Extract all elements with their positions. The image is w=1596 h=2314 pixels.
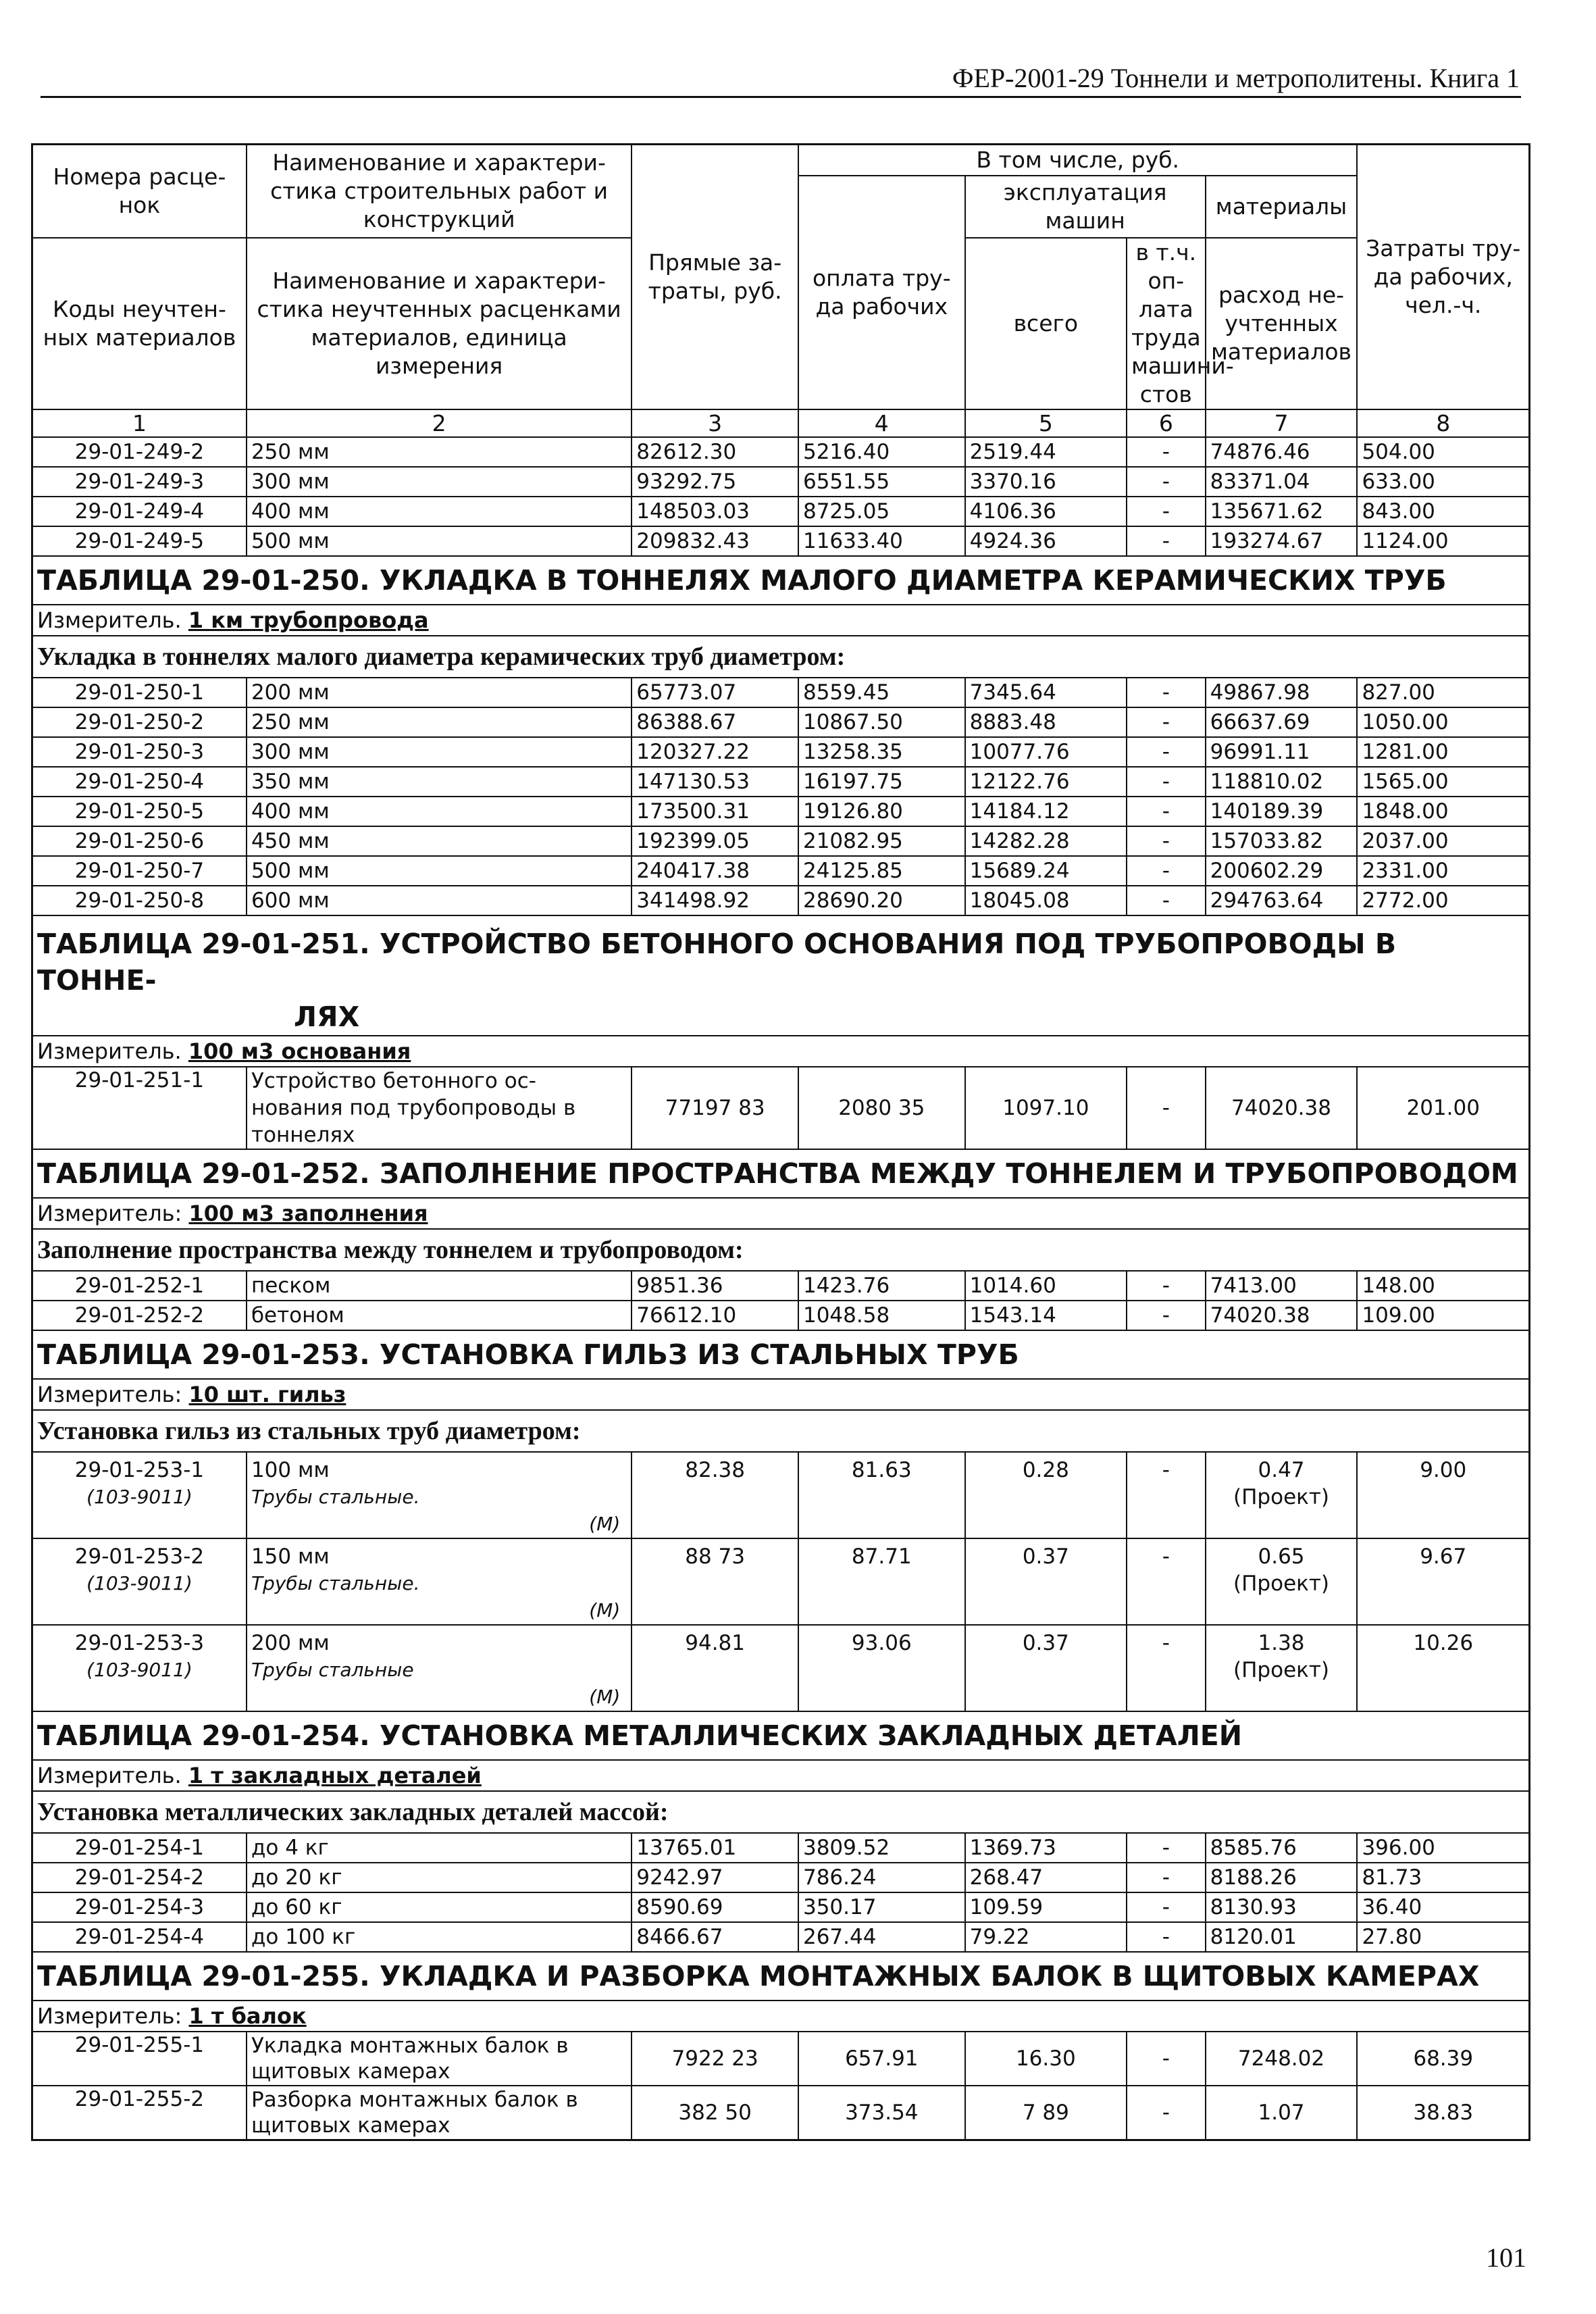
machinist-wages: - (1127, 737, 1206, 767)
direct-costs: 192399.05 (632, 826, 798, 856)
rate-code: 29-01-249-4 (32, 497, 247, 526)
rate-code-cell (32, 1538, 247, 1625)
material-costs: 49867.98 (1206, 678, 1358, 707)
table-row (32, 1271, 1530, 1301)
table-row (32, 1863, 1530, 1892)
table-title: ТАБЛИЦА 29-01-253. УСТАНОВКА ГИЛЬЗ ИЗ СТАЛЬНЫХ ТРУБ (32, 1330, 1530, 1379)
labor-costs: 2037.00 (1357, 826, 1529, 856)
direct-costs: 209832.43 (632, 526, 798, 556)
table-row (32, 826, 1530, 856)
col-header-work-name: Наименование и характери-стика строительных работ и конструкций (247, 145, 632, 238)
machines-total: 8883.48 (965, 707, 1127, 737)
col-number: 5 (965, 409, 1127, 437)
direct-costs: 82612.30 (632, 437, 798, 467)
rate-code: 29-01-250-8 (32, 886, 247, 915)
col-header-material-codes: Коды неучтен-ных материалов (32, 238, 247, 409)
machines-total: 14184.12 (965, 797, 1127, 826)
labor-costs: 633.00 (1357, 467, 1529, 497)
machinist-wages: - (1127, 1922, 1206, 1952)
direct-costs: 382 50 (632, 2086, 798, 2140)
material-consumption: 0.65 (1258, 1544, 1305, 1569)
machinist-wages: - (1127, 826, 1206, 856)
material-costs: 7248.02 (1206, 2032, 1358, 2086)
rate-code: 29-01-255-1 (32, 2032, 247, 2086)
material-unit: (М) (589, 1686, 621, 1708)
col-header-rate-numbers: Номера расце-нок (32, 145, 247, 238)
header-rule (41, 96, 1521, 98)
work-name-cell (247, 1452, 632, 1538)
direct-costs: 77197 83 (632, 1067, 798, 1149)
labor-costs: 81.73 (1357, 1863, 1529, 1892)
table-row (32, 678, 1530, 707)
section-subheading: Установка гильз из стальных труб диаметром: (32, 1410, 1530, 1452)
machines-total: 3370.16 (965, 467, 1127, 497)
material-consumption-note: (Проект) (1233, 1571, 1330, 1596)
machinist-wages: - (1127, 1538, 1206, 1625)
machinist-wages: - (1127, 797, 1206, 826)
machines-total: 18045.08 (965, 886, 1127, 915)
labor-costs: 504.00 (1357, 437, 1529, 467)
worker-wages: 1423.76 (798, 1271, 965, 1301)
rate-code-cell (32, 1452, 247, 1538)
work-name: Укладка монтажных балок в щитовых камерах (247, 2032, 632, 2086)
material-costs: 8120.01 (1206, 1922, 1358, 1952)
material-costs: 74876.46 (1206, 437, 1358, 467)
labor-costs: 843.00 (1357, 497, 1529, 526)
worker-wages: 8559.45 (798, 678, 965, 707)
worker-wages: 87.71 (798, 1538, 965, 1625)
table-unit: Измеритель: 100 м3 заполнения (32, 1198, 1530, 1229)
direct-costs: 148503.03 (632, 497, 798, 526)
rate-code: 29-01-254-1 (32, 1833, 247, 1863)
rate-code: 29-01-252-2 (32, 1301, 247, 1330)
machines-total: 79.22 (965, 1922, 1127, 1952)
material-costs: 1.07 (1206, 2086, 1358, 2140)
labor-costs: 109.00 (1357, 1301, 1529, 1330)
machines-total: 268.47 (965, 1863, 1127, 1892)
work-name: 200 мм (251, 1631, 330, 1655)
material-costs: 200602.29 (1206, 856, 1358, 886)
material-costs: 66637.69 (1206, 707, 1358, 737)
col-header-including: В том числе, руб. (798, 145, 1357, 176)
worker-wages: 267.44 (798, 1922, 965, 1952)
material-costs: 135671.62 (1206, 497, 1358, 526)
labor-costs: 38.83 (1357, 2086, 1529, 2140)
machinist-wages: - (1127, 1452, 1206, 1538)
labor-costs: 1848.00 (1357, 797, 1529, 826)
table-row (32, 797, 1530, 826)
col-header-machinist-wages: в т.ч. оп-лата труда машини-стов (1127, 238, 1206, 409)
labor-costs: 2772.00 (1357, 886, 1529, 915)
material-consumption: 1.38 (1258, 1631, 1305, 1655)
material-unit: (М) (589, 1599, 621, 1621)
work-name: 300 мм (247, 737, 632, 767)
direct-costs: 240417.38 (632, 856, 798, 886)
labor-costs: 396.00 (1357, 1833, 1529, 1863)
material-costs: 83371.04 (1206, 467, 1358, 497)
work-name: 200 мм (247, 678, 632, 707)
work-name: 400 мм (247, 797, 632, 826)
machines-total: 1014.60 (965, 1271, 1127, 1301)
machinist-wages: - (1127, 1271, 1206, 1301)
direct-costs: 341498.92 (632, 886, 798, 915)
table-row (32, 437, 1530, 467)
table-title: ТАБЛИЦА 29-01-255. УКЛАДКА И РАЗБОРКА МОНТАЖНЫХ БАЛОК В ЩИТОВЫХ КАМЕРАХ (32, 1952, 1530, 2001)
work-name: песком (247, 1271, 632, 1301)
direct-costs: 173500.31 (632, 797, 798, 826)
work-name: 100 мм (251, 1458, 330, 1482)
work-name: до 20 кг (247, 1863, 632, 1892)
worker-wages: 350.17 (798, 1892, 965, 1922)
direct-costs: 13765.01 (632, 1833, 798, 1863)
table-title: ТАБЛИЦА 29-01-252. ЗАПОЛНЕНИЕ ПРОСТРАНСТВА МЕЖДУ ТОННЕЛЕМ И ТРУБОПРОВОДОМ (32, 1149, 1530, 1198)
machines-total: 10077.76 (965, 737, 1127, 767)
direct-costs: 9242.97 (632, 1863, 798, 1892)
worker-wages: 373.54 (798, 2086, 965, 2140)
work-name: до 100 кг (247, 1922, 632, 1952)
work-name: 350 мм (247, 767, 632, 797)
worker-wages: 6551.55 (798, 467, 965, 497)
col-number: 3 (632, 409, 798, 437)
material-consumption-note: (Проект) (1233, 1485, 1330, 1509)
col-number: 8 (1357, 409, 1529, 437)
work-name: 250 мм (247, 437, 632, 467)
col-header-machines: эксплуатация машин (965, 176, 1206, 238)
table-row (32, 1452, 1530, 1538)
work-name: 450 мм (247, 826, 632, 856)
machinist-wages: - (1127, 678, 1206, 707)
table-unit: Измеритель. 100 м3 основания (32, 1036, 1530, 1067)
machines-total: 14282.28 (965, 826, 1127, 856)
work-name: 150 мм (251, 1544, 330, 1569)
labor-costs: 2331.00 (1357, 856, 1529, 886)
machines-total: 2519.44 (965, 437, 1127, 467)
worker-wages: 16197.75 (798, 767, 965, 797)
worker-wages: 786.24 (798, 1863, 965, 1892)
table-row (32, 526, 1530, 556)
table-row (32, 767, 1530, 797)
table-row (32, 856, 1530, 886)
labor-costs: 9.67 (1357, 1538, 1529, 1625)
table-row (32, 1922, 1530, 1952)
table-row (32, 497, 1530, 526)
machinist-wages: - (1127, 886, 1206, 915)
rate-code: 29-01-249-5 (32, 526, 247, 556)
table-title: ТАБЛИЦА 29-01-250. УКЛАДКА В ТОННЕЛЯХ МАЛОГО ДИАМЕТРА КЕРАМИЧЕСКИХ ТРУБ (32, 556, 1530, 605)
worker-wages: 657.91 (798, 2032, 965, 2086)
labor-costs: 10.26 (1357, 1625, 1529, 1711)
col-number: 1 (32, 409, 247, 437)
col-header-material-names: Наименование и характери-стика неучтенных расценками материалов, единица измерения (247, 238, 632, 409)
rate-code: 29-01-251-1 (32, 1067, 247, 1149)
material-costs: 8585.76 (1206, 1833, 1358, 1863)
direct-costs: 9851.36 (632, 1271, 798, 1301)
labor-costs: 201.00 (1357, 1067, 1529, 1149)
rate-code: 29-01-254-3 (32, 1892, 247, 1922)
material-name: Трубы стальные (251, 1659, 414, 1681)
table-row (32, 1892, 1530, 1922)
work-name: 500 мм (247, 526, 632, 556)
table-title: ТАБЛИЦА 29-01-251. УСТРОЙСТВО БЕТОННОГО ОСНОВАНИЯ ПОД ТРУБОПРОВОДЫ В ТОННЕ- ЛЯХ (32, 915, 1530, 1036)
machinist-wages: - (1127, 1833, 1206, 1863)
labor-costs: 148.00 (1357, 1271, 1529, 1301)
col-header-direct-costs: Прямые за-траты, руб. (632, 145, 798, 410)
machinist-wages: - (1127, 497, 1206, 526)
table-unit: Измеритель. 1 т закладных деталей (32, 1760, 1530, 1791)
material-unit: (М) (589, 1513, 621, 1535)
machinist-wages: - (1127, 467, 1206, 497)
rate-code: 29-01-249-2 (32, 437, 247, 467)
labor-costs: 9.00 (1357, 1452, 1529, 1538)
labor-costs: 1050.00 (1357, 707, 1529, 737)
labor-costs: 1565.00 (1357, 767, 1529, 797)
machinist-wages: - (1127, 1892, 1206, 1922)
work-name: до 60 кг (247, 1892, 632, 1922)
table-row (32, 1538, 1530, 1625)
rate-code: 29-01-253-2 (74, 1544, 205, 1569)
machines-total: 1097.10 (965, 1067, 1127, 1149)
labor-costs: 1124.00 (1357, 526, 1529, 556)
direct-costs: 8590.69 (632, 1892, 798, 1922)
material-costs: 8188.26 (1206, 1863, 1358, 1892)
section-subheading: Укладка в тоннелях малого диаметра керамических труб диаметром: (32, 636, 1530, 678)
col-number: 2 (247, 409, 632, 437)
table-row (32, 1833, 1530, 1863)
machines-total: 109.59 (965, 1892, 1127, 1922)
machinist-wages: - (1127, 1863, 1206, 1892)
material-costs: 118810.02 (1206, 767, 1358, 797)
page-number: 101 (1486, 2242, 1526, 2273)
work-name: до 4 кг (247, 1833, 632, 1863)
direct-costs: 88 73 (632, 1538, 798, 1625)
col-number: 6 (1127, 409, 1206, 437)
material-consumption-cell (1206, 1538, 1358, 1625)
rate-code: 29-01-249-3 (32, 467, 247, 497)
direct-costs: 147130.53 (632, 767, 798, 797)
table-unit: Измеритель: 1 т балок (32, 2001, 1530, 2032)
machines-total: 0.37 (965, 1538, 1127, 1625)
worker-wages: 81.63 (798, 1452, 965, 1538)
direct-costs: 93292.75 (632, 467, 798, 497)
machines-total: 4106.36 (965, 497, 1127, 526)
work-name-cell (247, 1538, 632, 1625)
machines-total: 1543.14 (965, 1301, 1127, 1330)
machines-total: 7345.64 (965, 678, 1127, 707)
worker-wages: 28690.20 (798, 886, 965, 915)
table-unit: Измеритель: 10 шт. гильз (32, 1379, 1530, 1410)
work-name: 400 мм (247, 497, 632, 526)
section-subheading: Установка металлических закладных деталей массой: (32, 1791, 1530, 1833)
rate-code: 29-01-253-3 (74, 1631, 205, 1655)
machinist-wages: - (1127, 856, 1206, 886)
table-row (32, 2086, 1530, 2140)
col-header-machines-total: всего (965, 238, 1127, 409)
work-name: Разборка монтажных балок в щитовых камерах (247, 2086, 632, 2140)
labor-costs: 827.00 (1357, 678, 1529, 707)
table-row (32, 467, 1530, 497)
machines-total: 4924.36 (965, 526, 1127, 556)
work-name: бетоном (247, 1301, 632, 1330)
section-subheading: Заполнение пространства между тоннелем и трубопроводом: (32, 1229, 1530, 1271)
machinist-wages: - (1127, 2086, 1206, 2140)
machines-total: 7 89 (965, 2086, 1127, 2140)
col-number: 7 (1206, 409, 1358, 437)
machines-total: 0.37 (965, 1625, 1127, 1711)
worker-wages: 13258.35 (798, 737, 965, 767)
table-row (32, 737, 1530, 767)
rate-code: 29-01-255-2 (32, 2086, 247, 2140)
machines-total: 0.28 (965, 1452, 1127, 1538)
table-row (32, 1301, 1530, 1330)
material-costs: 193274.67 (1206, 526, 1358, 556)
worker-wages: 21082.95 (798, 826, 965, 856)
rate-code: 29-01-252-1 (32, 1271, 247, 1301)
material-name: Трубы стальные. (251, 1572, 420, 1594)
material-consumption-cell (1206, 1452, 1358, 1538)
col-header-labor: Затраты тру-да рабочих, чел.-ч. (1357, 145, 1529, 410)
material-name: Трубы стальные. (251, 1486, 420, 1508)
table-title: ТАБЛИЦА 29-01-254. УСТАНОВКА МЕТАЛЛИЧЕСКИХ ЗАКЛАДНЫХ ДЕТАЛЕЙ (32, 1711, 1530, 1760)
material-code: (103-9011) (86, 1486, 192, 1508)
labor-costs: 1281.00 (1357, 737, 1529, 767)
material-consumption-cell (1206, 1625, 1358, 1711)
table-unit: Измеритель. 1 км трубопровода (32, 605, 1530, 636)
work-name: 500 мм (247, 856, 632, 886)
material-costs: 294763.64 (1206, 886, 1358, 915)
running-head: ФЕР-2001-29 Тоннели и метрополитены. Книга 1 (952, 63, 1520, 93)
machinist-wages: - (1127, 1067, 1206, 1149)
material-code: (103-9011) (86, 1659, 192, 1681)
material-costs: 8130.93 (1206, 1892, 1358, 1922)
machinist-wages: - (1127, 526, 1206, 556)
machinist-wages: - (1127, 2032, 1206, 2086)
work-name: 600 мм (247, 886, 632, 915)
work-name: 250 мм (247, 707, 632, 737)
col-header-wages: оплата тру-да рабочих (798, 176, 965, 409)
rate-code: 29-01-250-2 (32, 707, 247, 737)
material-code: (103-9011) (86, 1572, 192, 1594)
table-row (32, 707, 1530, 737)
table-row (32, 2032, 1530, 2086)
material-costs: 157033.82 (1206, 826, 1358, 856)
rates-table (31, 143, 1530, 2141)
worker-wages: 2080 35 (798, 1067, 965, 1149)
work-name: 300 мм (247, 467, 632, 497)
work-name: Устройство бетонного ос-нования под трубопроводы в тоннелях (247, 1067, 632, 1149)
machinist-wages: - (1127, 437, 1206, 467)
rate-code: 29-01-250-6 (32, 826, 247, 856)
machinist-wages: - (1127, 767, 1206, 797)
worker-wages: 10867.50 (798, 707, 965, 737)
material-costs: 7413.00 (1206, 1271, 1358, 1301)
machinist-wages: - (1127, 1301, 1206, 1330)
worker-wages: 8725.05 (798, 497, 965, 526)
rate-code: 29-01-254-2 (32, 1863, 247, 1892)
direct-costs: 65773.07 (632, 678, 798, 707)
labor-costs: 27.80 (1357, 1922, 1529, 1952)
machines-total: 16.30 (965, 2032, 1127, 2086)
col-header-materials: материалы (1206, 176, 1358, 238)
machines-total: 1369.73 (965, 1833, 1127, 1863)
material-costs: 74020.38 (1206, 1301, 1358, 1330)
machinist-wages: - (1127, 707, 1206, 737)
material-costs: 96991.11 (1206, 737, 1358, 767)
direct-costs: 86388.67 (632, 707, 798, 737)
direct-costs: 7922 23 (632, 2032, 798, 2086)
worker-wages: 19126.80 (798, 797, 965, 826)
rate-code: 29-01-253-1 (74, 1458, 205, 1482)
worker-wages: 5216.40 (798, 437, 965, 467)
rate-code: 29-01-250-3 (32, 737, 247, 767)
col-header-material-consumption: расход не-учтенных материалов (1206, 238, 1358, 409)
material-consumption-note: (Проект) (1233, 1658, 1330, 1682)
work-name-cell (247, 1625, 632, 1711)
direct-costs: 8466.67 (632, 1922, 798, 1952)
material-costs: 74020.38 (1206, 1067, 1358, 1149)
labor-costs: 36.40 (1357, 1892, 1529, 1922)
machines-total: 12122.76 (965, 767, 1127, 797)
rate-code: 29-01-250-4 (32, 767, 247, 797)
rate-code: 29-01-254-4 (32, 1922, 247, 1952)
material-costs: 140189.39 (1206, 797, 1358, 826)
table-row (32, 1625, 1530, 1711)
rate-code: 29-01-250-1 (32, 678, 247, 707)
machines-total: 15689.24 (965, 856, 1127, 886)
worker-wages: 11633.40 (798, 526, 965, 556)
material-consumption: 0.47 (1258, 1458, 1305, 1482)
rate-code-cell (32, 1625, 247, 1711)
table-row (32, 886, 1530, 915)
col-number: 4 (798, 409, 965, 437)
machinist-wages: - (1127, 1625, 1206, 1711)
direct-costs: 82.38 (632, 1452, 798, 1538)
rate-code: 29-01-250-5 (32, 797, 247, 826)
worker-wages: 1048.58 (798, 1301, 965, 1330)
direct-costs: 94.81 (632, 1625, 798, 1711)
worker-wages: 93.06 (798, 1625, 965, 1711)
direct-costs: 120327.22 (632, 737, 798, 767)
direct-costs: 76612.10 (632, 1301, 798, 1330)
worker-wages: 3809.52 (798, 1833, 965, 1863)
worker-wages: 24125.85 (798, 856, 965, 886)
labor-costs: 68.39 (1357, 2032, 1529, 2086)
rate-code: 29-01-250-7 (32, 856, 247, 886)
